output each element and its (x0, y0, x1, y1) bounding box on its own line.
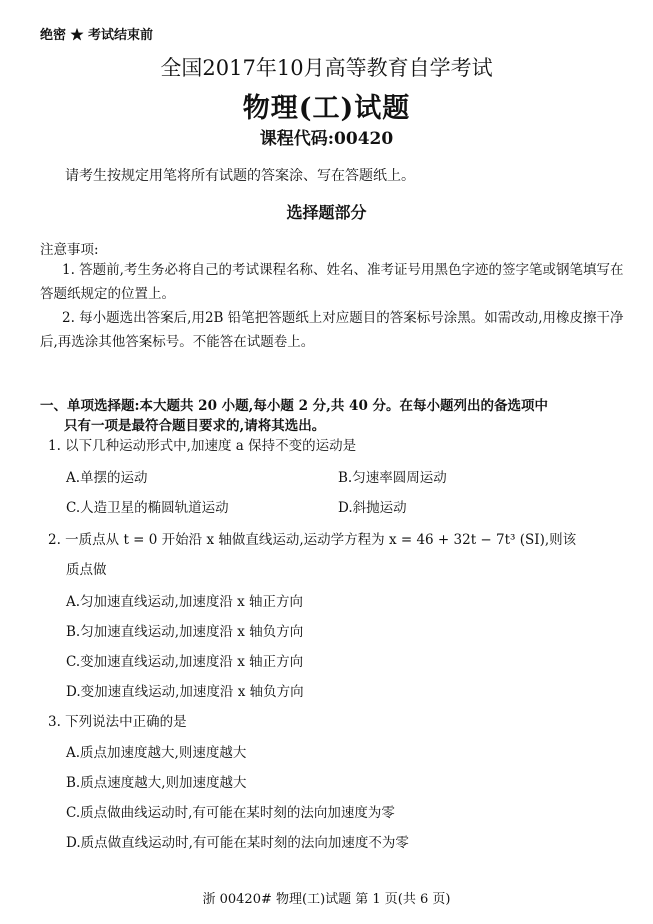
note-item: 2. 每小题选出答案后,用2B 铅笔把答题纸上对应题目的答案标号涂黑。如需改动,用橡皮擦干净后,再选涂其他答案标号。不能答在试题卷上。 (40, 310, 624, 350)
question-stem: 2. 一质点从 t = 0 开始沿 x 轴做直线运动,运动学方程为 x = 46 + 32t − 7t³ (SI),则该 (48, 532, 577, 548)
option-d: D.变加速直线运动,加速度沿 x 轴负方向 (66, 684, 304, 700)
option-a: A.匀加速直线运动,加速度沿 x 轴正方向 (66, 594, 304, 610)
option-d: D.斜抛运动 (338, 500, 407, 516)
part-heading: 一、单项选择题:本大题共 20 小题,每小题 2 分,共 40 分。在每小题列出的备选项中 (40, 398, 549, 414)
notes-heading: 注意事项: (40, 242, 99, 258)
option-b: B.匀速率圆周运动 (338, 470, 447, 486)
question-stem: 1. 以下几种运动形式中,加速度 a 保持不变的运动是 (48, 438, 357, 454)
option-a: A.单摆的运动 (66, 470, 148, 486)
page-footer: 浙 00420# 物理(工)试题 第 1 页(共 6 页) (202, 892, 451, 907)
option-b: B.匀加速直线运动,加速度沿 x 轴负方向 (66, 624, 304, 640)
option-c: C.变加速直线运动,加速度沿 x 轴正方向 (66, 654, 304, 670)
instruction-text: 请考生按规定用笔将所有试题的答案涂、写在答题纸上。 (65, 168, 415, 184)
question-stem-continued: 质点做 (66, 562, 107, 578)
subject-title: 物理(工)试题 (242, 93, 411, 124)
section-title: 选择题部分 (286, 203, 367, 222)
option-a: A.质点加速度越大,则速度越大 (66, 745, 247, 761)
note-item: 1. 答题前,考生务必将自己的考试课程名称、姓名、准考证号用黑色字迹的签字笔或钢笔填写在答题纸规定的位置上。 (40, 262, 624, 302)
option-c: C.质点做曲线运动时,有可能在某时刻的法向加速度为零 (66, 805, 395, 821)
option-b: B.质点速度越大,则加速度越大 (66, 775, 247, 791)
question-stem: 3. 下列说法中正确的是 (48, 714, 187, 730)
confidential-label: 绝密 ★ 考试结束前 (40, 28, 154, 43)
part-heading-continued: 只有一项是最符合题目要求的,请将其选出。 (64, 418, 326, 434)
exam-title: 全国2017年10月高等教育自学考试 (160, 56, 493, 80)
option-d: D.质点做直线运动时,有可能在某时刻的法向加速度不为零 (66, 835, 409, 851)
course-code: 课程代码:00420 (259, 129, 394, 149)
option-c: C.人造卫星的椭圆轨道运动 (66, 500, 229, 516)
